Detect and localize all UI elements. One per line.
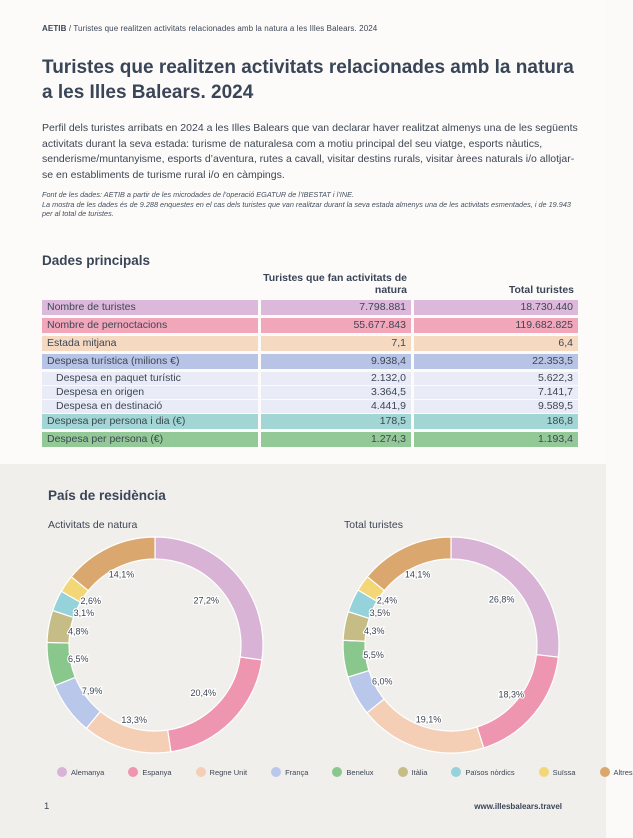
row-value-total: 22.353,5 (414, 354, 578, 369)
legend-item-it-lia (398, 767, 428, 777)
legend-swatch-icon (600, 767, 610, 777)
row-label: Nombre de pernoctacions (42, 318, 258, 333)
table-row (42, 300, 578, 315)
table-row (42, 354, 578, 369)
page-title: Turistes que realitzen activitats relacionades amb la natura a les Illes Balears. 2024 (42, 57, 574, 103)
row-value-total: 7.141,7 (414, 386, 578, 399)
source-note-line-1: Font de les dades: AETIB a partir de les microdades de l’operació EGATUR de l’IBESTAT i l’INE. (42, 190, 355, 199)
donut-chart-total (335, 533, 567, 759)
legend-swatch-icon (332, 767, 342, 777)
legend-item-regne-unit (196, 767, 248, 777)
donut-slice-altres (71, 537, 155, 591)
donut-value-label: 20,4% (190, 687, 217, 698)
row-value-nature: 2.132,0 (261, 372, 411, 385)
legend-label: Regne Unit (209, 767, 248, 777)
donut-slice-espanya (168, 657, 262, 752)
donut-value-label: 4,8% (67, 626, 89, 637)
row-value-nature: 4.441,9 (261, 400, 411, 413)
legend-item-su-ssa (539, 767, 576, 777)
row-value-total: 6,4 (414, 336, 578, 351)
table-header-total: Total turistes (508, 284, 574, 297)
donut-value-label: 6,5% (68, 654, 89, 664)
chart-block-nature (12, 519, 298, 759)
donut-value-label: 4,3% (363, 626, 385, 637)
table-header-nature: Turistes que fan activitats de natura (263, 271, 407, 297)
row-value-nature: 55.677.843 (261, 318, 411, 333)
row-value-nature: 1.274,3 (261, 432, 411, 447)
chart-legend (57, 767, 633, 777)
legend-swatch-icon (451, 767, 461, 777)
website-link[interactable]: www.illesbalears.travel (474, 802, 562, 811)
legend-swatch-icon (128, 767, 138, 777)
donut-value-label: 3,1% (73, 608, 95, 618)
breadcrumb-path: Turistes que realitzen activitats relacionades amb la natura a les Illes Balears. 2024 (73, 24, 378, 33)
donut-value-label: 6,0% (371, 676, 393, 687)
legend-swatch-icon (539, 767, 549, 777)
legend-swatch-icon (271, 767, 281, 777)
row-label: Despesa en destinació (42, 400, 258, 413)
donut-value-label: 5,5% (363, 650, 384, 660)
breadcrumb-brand: AETIB (42, 24, 67, 33)
donut-slice-regne-unit (367, 699, 484, 753)
intro-paragraph: Perfil dels turistes arribats en 2024 a les Illes Balears que van declarar haver realitzat almenys una de les següents activitats durant la seva estada: turisme de naturalesa com a motiu principal del seu viatge, esports nàutics, senderisme/muntanyisme, esports d’aventura, rutes a cavall, visitar destins rurals, visitar àrees naturals i/o allotjar-se en establiments de turisme rural i/o en càmpings. (42, 122, 578, 181)
legend-label: Països nòrdics (465, 767, 515, 777)
donut-value-label: 27,2% (193, 595, 220, 606)
table-row (42, 336, 578, 351)
breadcrumb (42, 24, 578, 33)
chart-subtitle-nature: Activitats de natura (48, 519, 138, 531)
donut-slice-altres (367, 537, 451, 591)
table-body (42, 300, 578, 447)
legend-label: Suïssa (552, 767, 576, 777)
donut-value-label: 14,1% (108, 569, 135, 580)
main-table-title: Dades principals (42, 252, 151, 268)
legend-swatch-icon (398, 767, 408, 777)
source-notes (42, 190, 578, 219)
row-label: Nombre de turistes (42, 300, 258, 315)
chart-subtitle-total: Total turistes (344, 519, 403, 531)
legend-item-fran-a (271, 767, 308, 777)
row-value-total: 119.682.825 (414, 318, 578, 333)
table-row (42, 372, 578, 385)
legend-swatch-icon (196, 767, 206, 777)
source-note-line-2: La mostra de les dades és de 9.288 enquestes en el cas dels turistes que van realitzar durant la seva estada almenys una de les activitats esmentades, i de 19.943 per al total de turistes. (42, 199, 571, 219)
row-label: Despesa turística (milions €) (42, 354, 258, 369)
donut-value-label: 3,5% (369, 607, 391, 618)
legend-item-pa-sos-n-rdics (451, 767, 514, 777)
table-row (42, 318, 578, 333)
legend-item-alemanya (57, 767, 104, 777)
row-label: Despesa per persona i dia (€) (42, 414, 258, 429)
legend-label: Alemanya (71, 767, 105, 777)
donut-value-label: 18,3% (498, 689, 525, 700)
legend-item-altres (600, 767, 633, 777)
table-header-row (42, 272, 578, 300)
donut-slice-benelux (47, 642, 75, 685)
donut-value-label: 14,1% (404, 569, 431, 580)
residence-section (0, 464, 633, 838)
table-row (42, 432, 578, 447)
legend-swatch-icon (57, 767, 67, 777)
row-label: Despesa per persona (€) (42, 432, 258, 447)
legend-label: França (285, 767, 309, 777)
row-value-nature: 3.364,5 (261, 386, 411, 399)
row-value-nature: 9.938,4 (261, 354, 411, 369)
legend-label: Benelux (346, 767, 374, 777)
row-value-total: 1.193,4 (414, 432, 578, 447)
table-row (42, 386, 578, 399)
legend-label: Altres (613, 767, 633, 777)
legend-item-benelux (332, 767, 373, 777)
chart-block-total (308, 519, 594, 759)
page-number: 1 (44, 801, 50, 812)
table-row (42, 414, 578, 429)
main-data-table (42, 272, 578, 447)
row-label: Despesa en paquet turístic (42, 372, 258, 385)
charts-row (0, 519, 606, 759)
legend-item-espanya (128, 767, 171, 777)
donut-chart-nature (39, 533, 271, 759)
donut-value-label: 13,3% (121, 715, 147, 726)
donut-value-label: 7,9% (81, 686, 103, 697)
row-value-total: 186,8 (414, 414, 578, 429)
donut-slice-espanya (477, 655, 558, 748)
breadcrumb-separator: / (66, 24, 74, 33)
legend-label: Espanya (142, 767, 172, 777)
row-value-nature: 7.798.881 (261, 300, 411, 315)
donut-value-label: 2,6% (80, 595, 101, 606)
row-label: Estada mitjana (42, 336, 258, 351)
row-value-total: 18.730.440 (414, 300, 578, 315)
residence-section-title: País de residència (48, 488, 166, 503)
row-label: Despesa en origen (42, 386, 258, 399)
legend-label: Itàlia (411, 767, 428, 777)
row-value-nature: 7,1 (261, 336, 411, 351)
donut-value-label: 2,4% (376, 595, 398, 606)
donut-value-label: 26,8% (488, 594, 515, 605)
page-footer (0, 801, 606, 812)
donut-value-label: 19,1% (415, 714, 442, 725)
row-value-total: 9.589,5 (414, 400, 578, 413)
table-row (42, 400, 578, 413)
row-value-nature: 178,5 (261, 414, 411, 429)
row-value-total: 5.622,3 (414, 372, 578, 385)
